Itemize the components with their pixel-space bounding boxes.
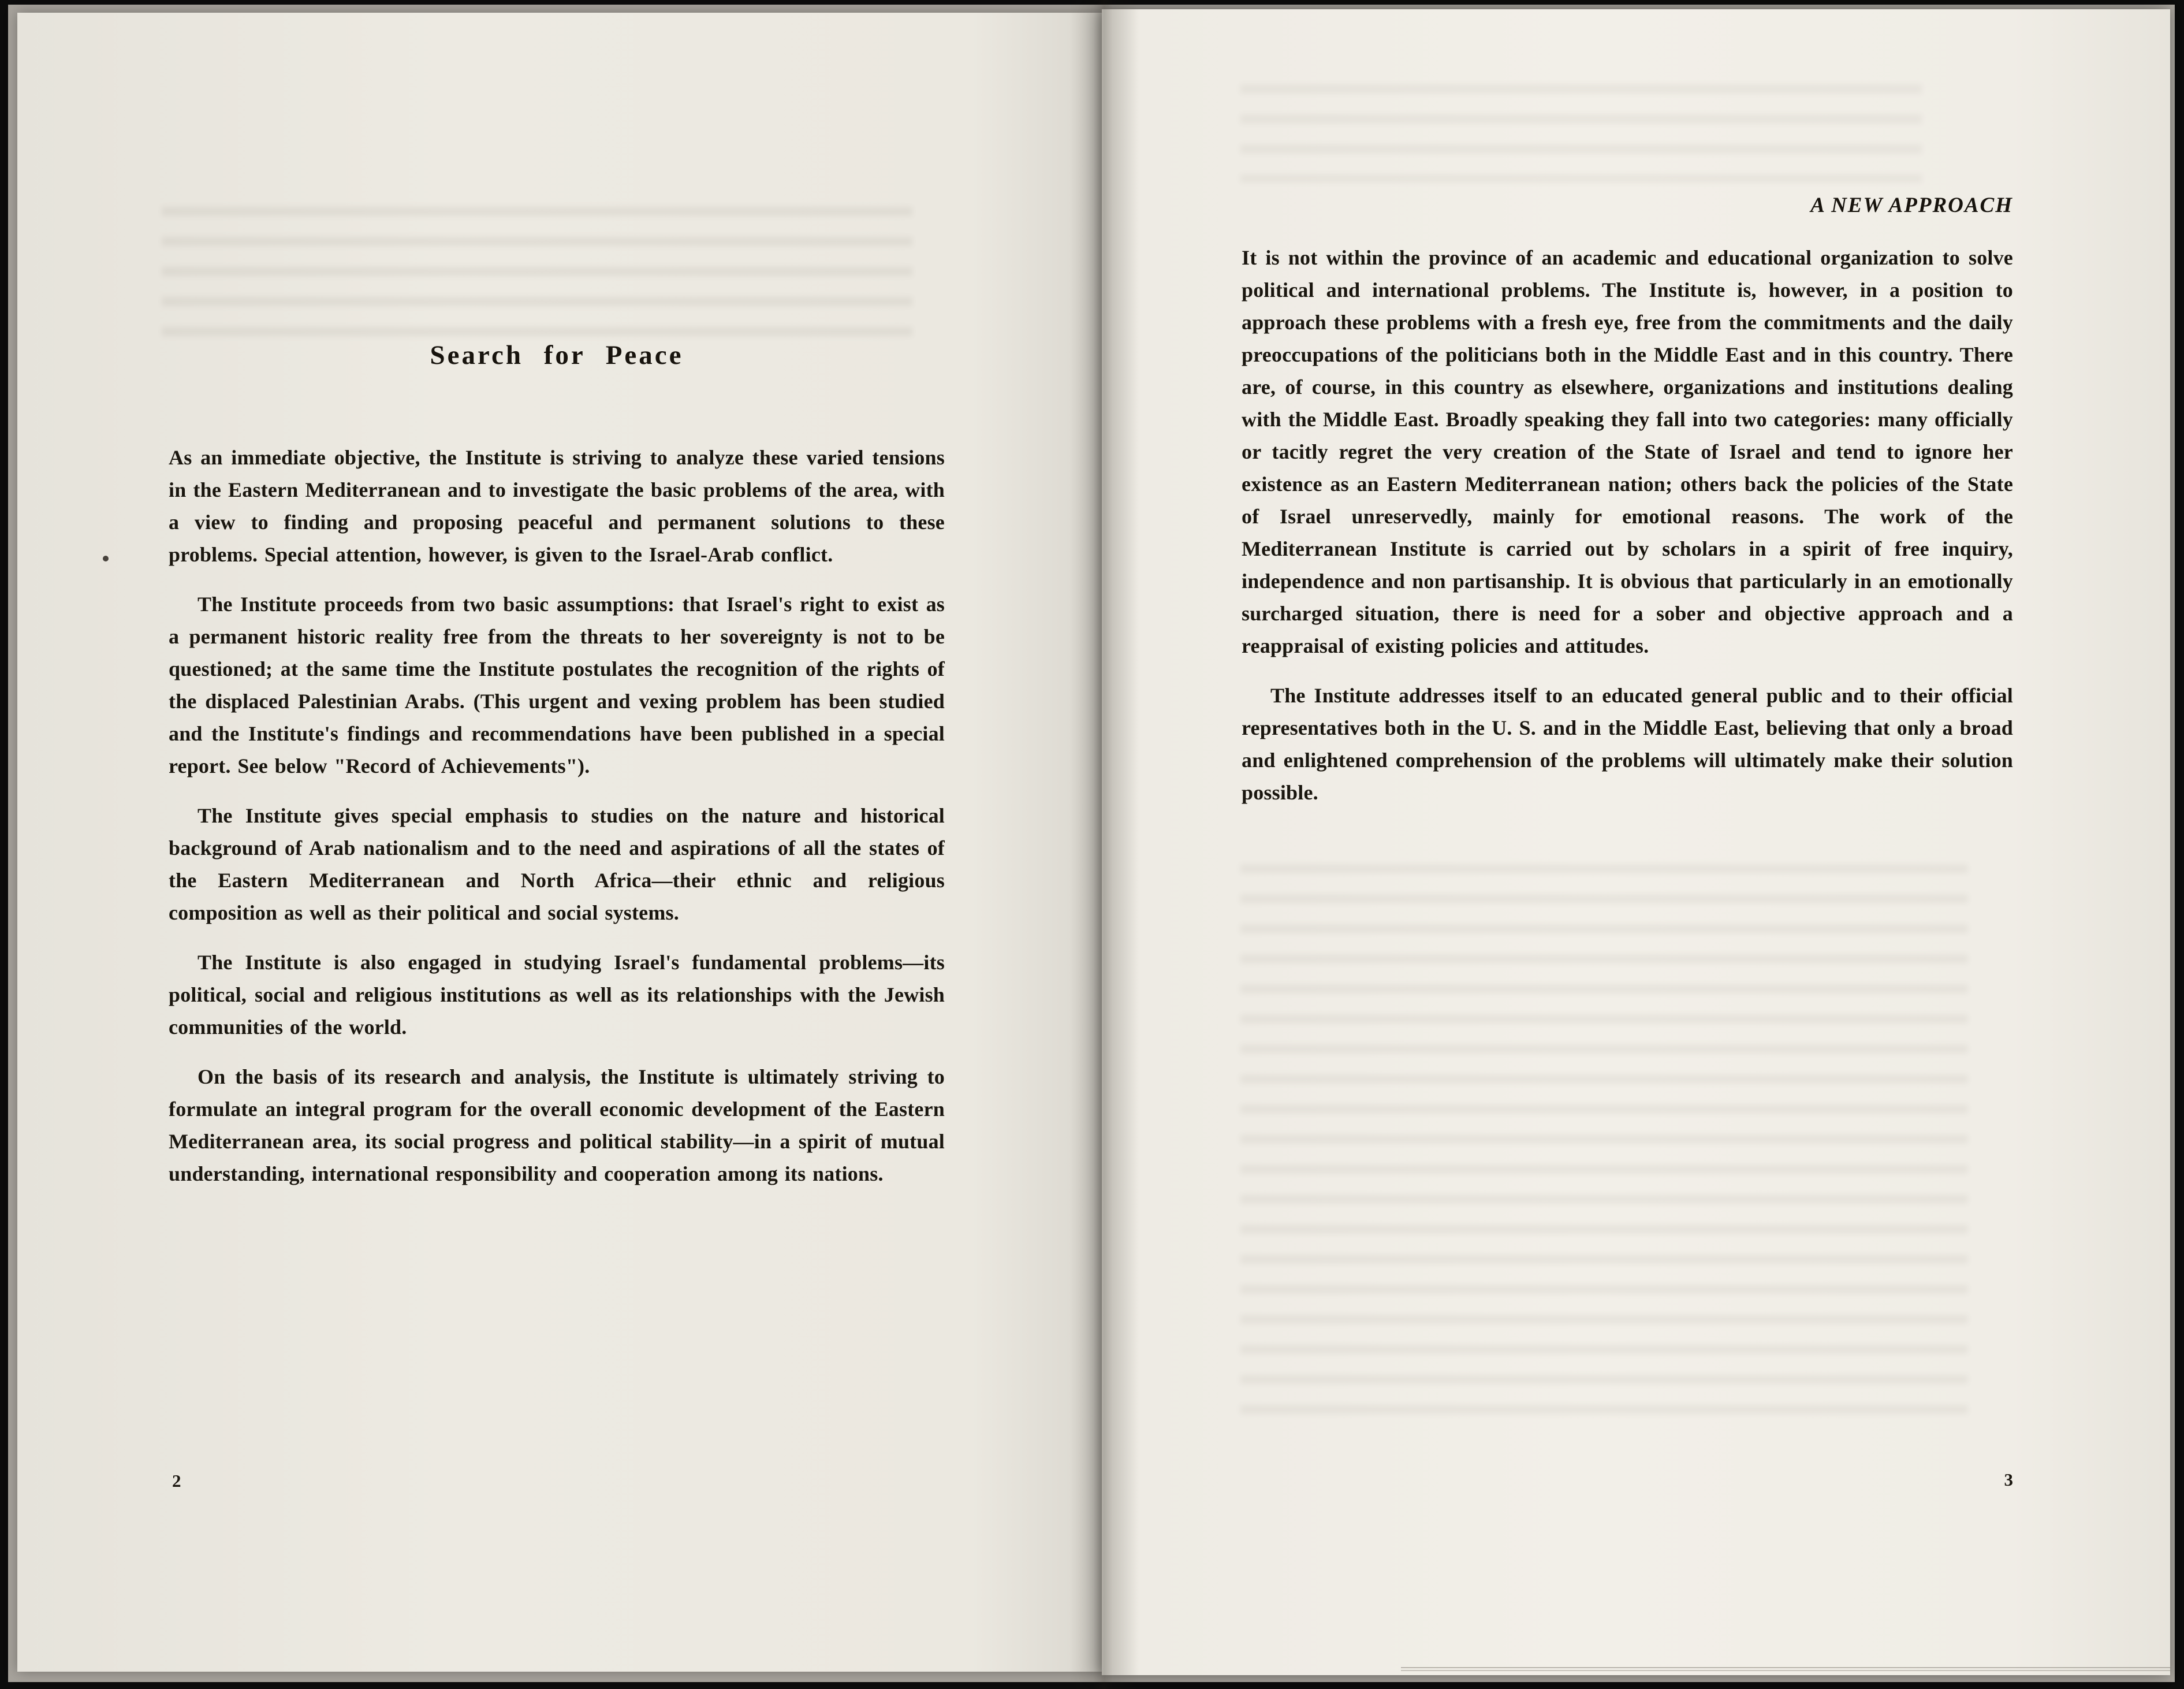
paragraph: The Institute gives special emphasis to studies on the nature and historical background of Arab nationalism and to the need and aspirations of all the states of the Eastern Mediterranean and North Africa—their ethnic and religious composition as well as their political and social systems. [169, 804, 945, 924]
paragraph: The Institute is also engaged in studying Israel's fundamental problems—its political, social and religious institutions as well as its relationships with the Jewish communities of the world. [169, 951, 945, 1039]
left-page-text [169, 441, 945, 1207]
left-page [17, 13, 1102, 1672]
page-number: 3 [2004, 1469, 2013, 1490]
running-head: A NEW APPROACH [1810, 194, 2013, 217]
scan-speck [103, 556, 109, 561]
paragraph: As an immediate objective, the Institute is striving to analyze these varied tensions in the Eastern Mediterranean and to investigate the basic problems of the area, with a view to finding and proposing peaceful and permanent solutions to these problems. Special attention, however, is given to the Israel-Arab conflict. [169, 446, 945, 566]
page-number: 2 [172, 1471, 181, 1491]
bleed-through-texture [1240, 864, 1968, 1430]
right-page [1102, 9, 2170, 1675]
paragraph: It is not within the province of an academic and educational organization to solve political and international problems. The Institute is, however, in a position to approach these problems with a fresh eye, free from the commitments and the daily preoccupations of the politicians both in the Middle East and in this country. There are, of course, in this country as elsewhere, organizations and institutions dealing with the Middle East. Broadly speaking they fall into two categories: many officially or tacitly regret the very creation of the State of Israel and tend to ignore her existence as an Eastern Mediterranean nation; others back the policies of the State of Israel unreservedly, mainly for emotional reasons. The work of the Mediterranean Institute is carried out by scholars in a spirit of free inquiry, independence and non partisanship. It is obvious that particularly in an emotionally surcharged situation, there is need for a sober and objective approach and a reappraisal of existing policies and attitudes. [1242, 246, 2013, 657]
page-title: Search for Peace [430, 340, 684, 370]
bleed-through-texture [162, 207, 912, 336]
bleed-through-texture [1240, 84, 1922, 183]
paragraph: The Institute proceeds from two basic assumptions: that Israel's right to exist as a permanent historic reality free from the threats to her sovereignty is not to be questioned; at the same time the Institute postulates the recognition of the rights of the displaced Palestinian Arabs. (This urgent and vexing problem has been studied and the Institute's findings and recommendations have been published in a special report. See below "Record of Achievements"). [169, 593, 945, 777]
paragraph: On the basis of its research and analysis, the Institute is ultimately striving to formulate an integral program for the overall economic development of the Eastern Mediterranean area, its social progress and political stability—in a spirit of mutual understanding, international responsibility and cooperation among its nations. [169, 1065, 945, 1185]
page-edge-lines [1401, 1666, 2170, 1673]
right-page-text [1242, 241, 2013, 826]
paragraph: The Institute addresses itself to an educated general public and to their official representatives both in the U. S. and in the Middle East, believing that only a broad and enlightened comprehension of the problems will ultimately make their solution possible. [1242, 684, 2013, 804]
